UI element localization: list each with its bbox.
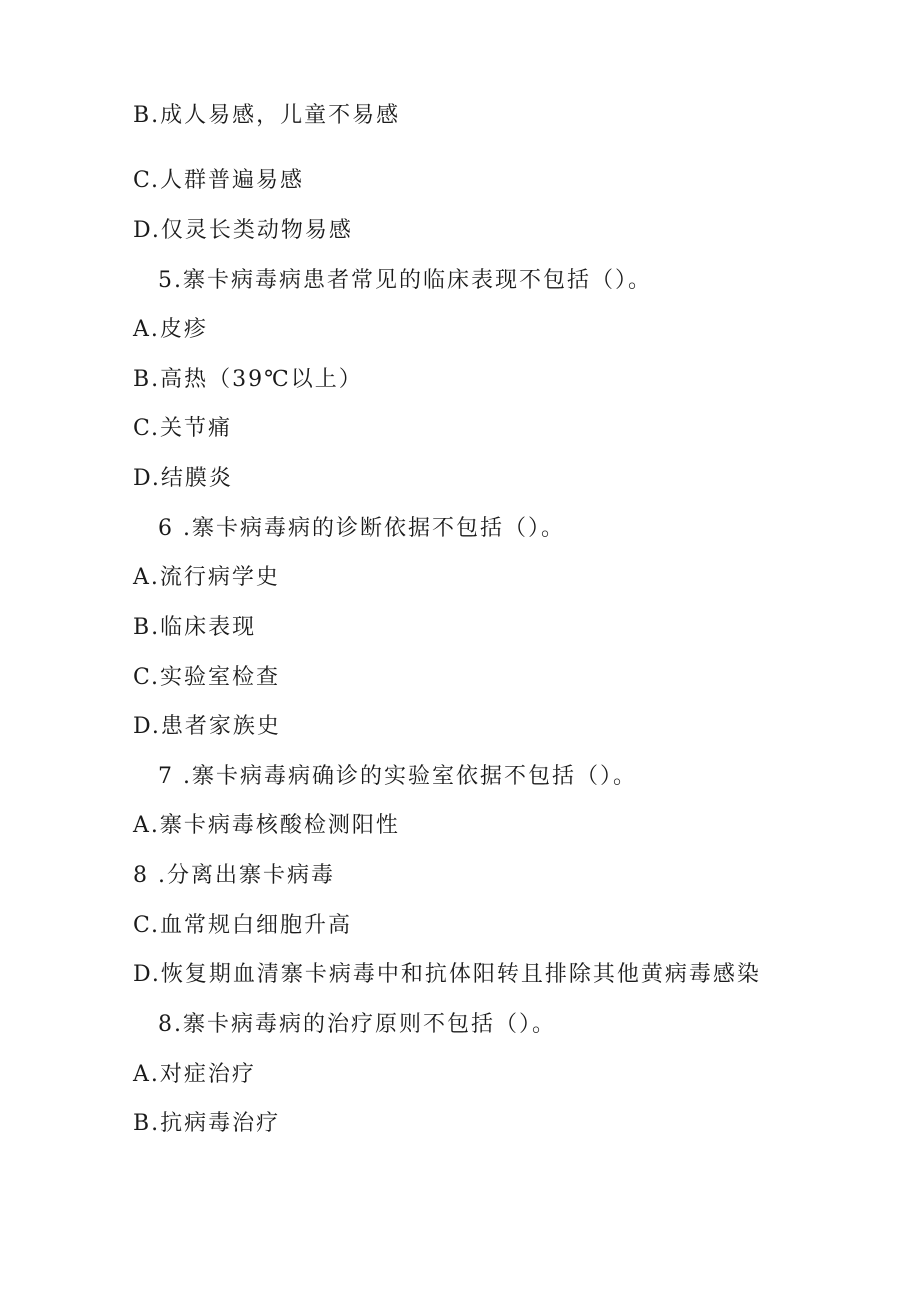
option-line: B.抗病毒治疗 — [133, 1111, 281, 1136]
question-line: 6 .寨卡病毒病的诊断依据不包括（）。 — [158, 516, 565, 541]
option-line: D.结膜炎 — [133, 466, 233, 491]
option-line: C.实验室检查 — [133, 665, 281, 690]
option-line: B.高热（39℃以上） — [133, 367, 363, 392]
option-line: A.流行病学史 — [133, 565, 280, 590]
option-line: B.临床表现 — [133, 615, 257, 640]
question-line: 7 .寨卡病毒病确诊的实验室依据不包括（）。 — [158, 764, 637, 789]
option-line: D.仅灵长类动物易感 — [133, 218, 353, 243]
option-line: B.成人易感，儿童不易感 — [133, 103, 401, 128]
option-line: D.恢复期血清寨卡病毒中和抗体阳转且排除其他黄病毒感染 — [133, 962, 761, 987]
option-line: 8 .分离出寨卡病毒 — [133, 863, 335, 888]
option-line: C.关节痛 — [133, 416, 233, 441]
option-line: A.对症治疗 — [133, 1062, 256, 1087]
option-line: C.血常规白细胞升高 — [133, 913, 353, 938]
question-line: 5.寨卡病毒病患者常见的临床表现不包括（）。 — [158, 268, 652, 293]
option-line: C.人群普遍易感 — [133, 168, 305, 193]
option-line: A.寨卡病毒核酸检测阳性 — [133, 813, 400, 838]
option-line: D.患者家族史 — [133, 714, 281, 739]
option-line: A.皮疹 — [133, 317, 208, 342]
question-line: 8.寨卡病毒病的治疗原则不包括（）。 — [158, 1012, 556, 1037]
